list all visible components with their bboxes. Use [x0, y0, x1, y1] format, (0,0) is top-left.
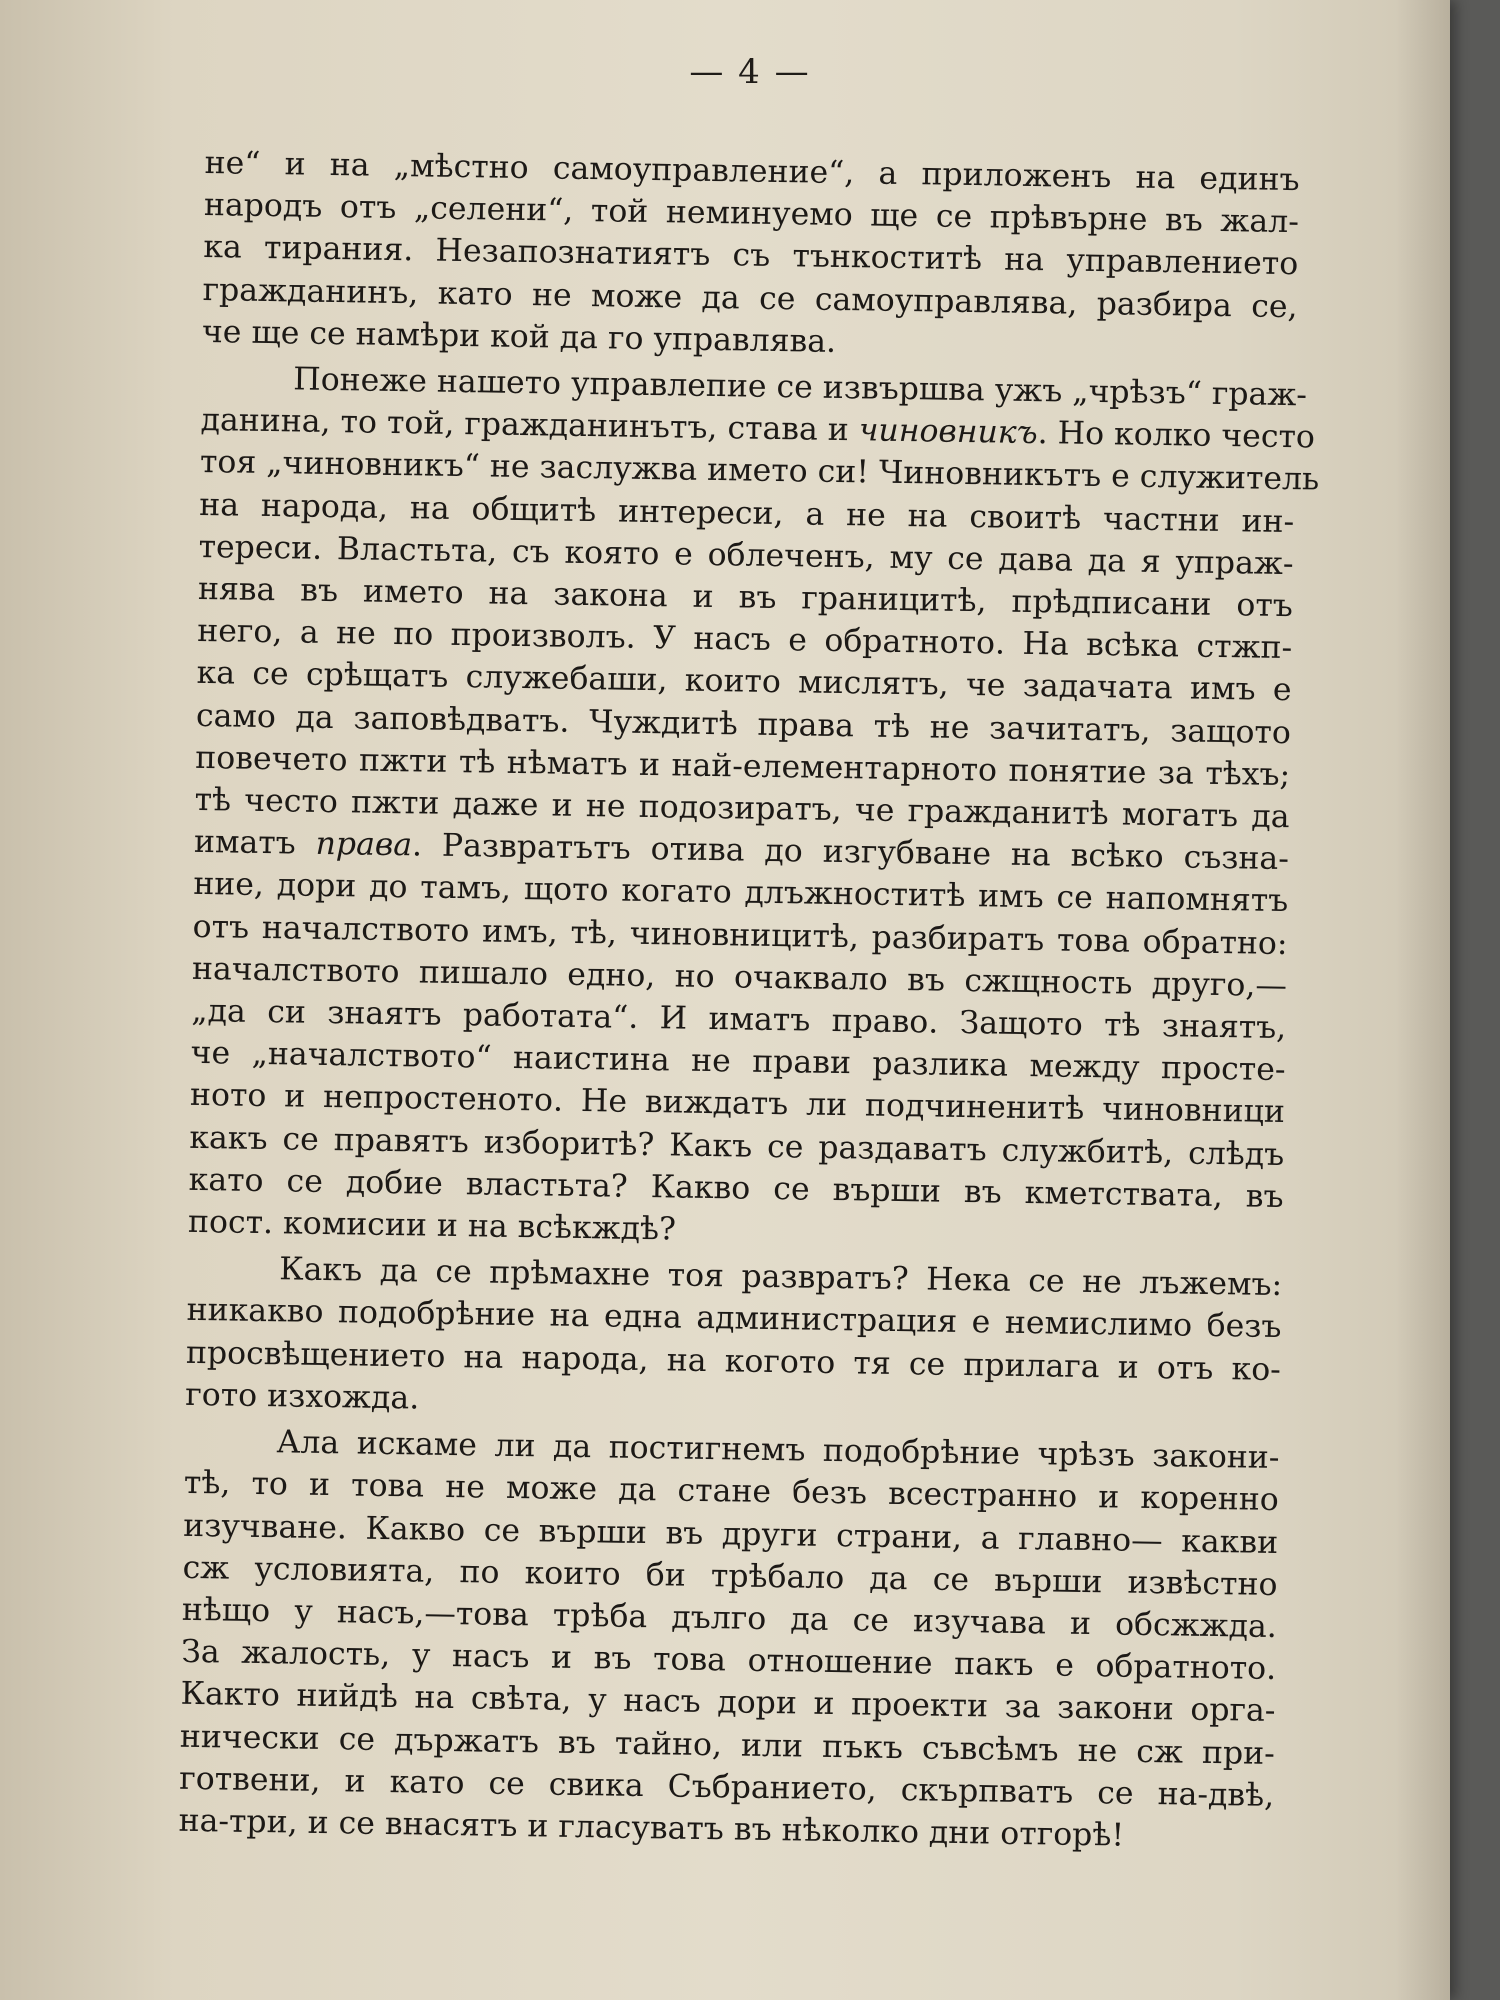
text-segment: . Но колко често	[1037, 415, 1316, 456]
text-line: „да си знаятъ работата“. И иматъ право. Защото тѣ знаятъ,	[191, 992, 1287, 1047]
paragraph-4	[178, 1420, 1279, 1859]
text-line: Както нийдѣ на свѣта, у насъ дори и проекти за закони орга-	[180, 1676, 1276, 1730]
text-line: нява въ името на закона и въ границитѣ, прѣдписани отъ	[197, 570, 1294, 625]
text-line: на народа, на общитѣ интереси, а не на своитѣ частни ин-	[199, 486, 1295, 540]
text-line: сж условията, по които би трѣбало да се върши извѣстно	[182, 1549, 1278, 1603]
text-line: нѣщо у насъ,—това трѣба дълго да се изучава и обсжжда.	[181, 1591, 1278, 1645]
paragraph-1	[202, 142, 1300, 370]
text-segment: . Развратътъ отива до изгубване на всѣко съзна-	[411, 827, 1290, 878]
text-line: че „началството“ наистина не прави разлика между простe-	[190, 1035, 1286, 1089]
text-line: Какъ да се прѣмахне тоя развратъ? Нека се не лъжемъ:	[279, 1251, 1283, 1304]
text-line: пост. комисии и на всѣкждѣ?	[187, 1203, 677, 1248]
text-line: изучване. Какво се върши въ други страни, а главно— какви	[182, 1507, 1279, 1561]
text-line: Ала искаме ли да постигнемъ подобрѣние чрѣзъ закони-	[276, 1424, 1280, 1477]
text-line: отъ началството имъ, тѣ, чиновницитѣ, разбиратъ това обратно:	[192, 908, 1288, 962]
italic-word: чиновникъ	[858, 412, 1038, 452]
text-line: ка тирания. Незапознатиятъ съ тънкоститѣ на управлението	[203, 229, 1299, 283]
text-line: народъ отъ „селени“, той неминуемо ще се прѣвърне въ жал-	[203, 187, 1300, 241]
page-number: — 4 —	[689, 52, 811, 92]
text-line: За жалость, у насъ и въ това отношение пакъ е обратното.	[180, 1633, 1277, 1688]
text-line: нически се държатъ въ тайно, или пъкъ съвсѣмъ не сж при-	[179, 1718, 1276, 1772]
paragraph-2	[187, 357, 1320, 1260]
text-line: гото изхожда.	[185, 1376, 420, 1417]
text-line: Понеже нашето управлепие се извършва ужъ „чрѣзъ“ граж-	[292, 361, 1308, 414]
text-line: началството пишало едно, но очаквало въ сжщность друго,—	[191, 950, 1288, 1004]
text-line: какъ се правятъ изборитѣ? Какъ се раздаватъ службитѣ, слѣдъ	[189, 1119, 1285, 1173]
italic-word: права	[315, 826, 413, 864]
text-line: на-три, и се внасятъ и гласуватъ въ нѣколко дни отгорѣ!	[178, 1802, 1125, 1854]
text-line: ното и непростеното. Не виждатъ ли подчиненитѣ чиновници	[189, 1077, 1286, 1131]
text-line: тѣ често пжти даже и не подозиратъ, че гражданитѣ могатъ да	[194, 781, 1290, 836]
text-line: тереси. Властьта, съ която е облеченъ, му се дава да я упраж-	[198, 528, 1294, 582]
text-segment: иматъ	[193, 824, 316, 863]
text-line: готвени, и като се свика Събранието, скърпватъ се на-двѣ,	[179, 1760, 1275, 1814]
text-segment: данина, то той, гражданинътъ, става и	[200, 402, 860, 449]
text-line: гражданинъ, като не може да се самоуправлява, разбира се,	[202, 271, 1298, 325]
text-line: тоя „чиновникъ“ не заслужва името си! Чиновникътъ е служитель	[199, 444, 1320, 498]
text-line: тѣ, то и това не може да стане безъ всестранно и коренно	[183, 1465, 1280, 1519]
text-line: не“ и на „мѣстно самоуправление“, а приложенъ на единъ	[204, 144, 1300, 199]
body-text	[178, 142, 1320, 1863]
text-line: повечето пжти тѣ нѣматъ и най-елементарното понятие за тѣхъ;	[195, 739, 1291, 793]
text-line: него, а не по произволъ. У насъ е обратното. На всѣка стжп-	[197, 613, 1293, 667]
paragraph-3	[185, 1247, 1283, 1433]
text-line: само да заповѣдватъ. Чуждитѣ права тѣ не зачитатъ, защото	[195, 697, 1292, 751]
text-line: никакво подобрѣние на една администрация е немислимо безъ	[186, 1292, 1282, 1346]
text-line: че ще се намѣри кой да го управлява.	[201, 313, 837, 360]
page-edge-shadow	[1395, 0, 1450, 2000]
text-line: като се добие властьта? Какво се върши въ кметствата, въ	[188, 1161, 1284, 1215]
text-line: ние, дори до тамъ, щото когато длъжноститѣ имъ се напомнятъ	[193, 866, 1289, 920]
text-line: просвѣщението на народа, на когото тя се прилага и отъ ко-	[185, 1334, 1282, 1388]
text-line: ка се срѣщатъ служебаши, които мислятъ, че задачата имъ е	[196, 655, 1292, 709]
